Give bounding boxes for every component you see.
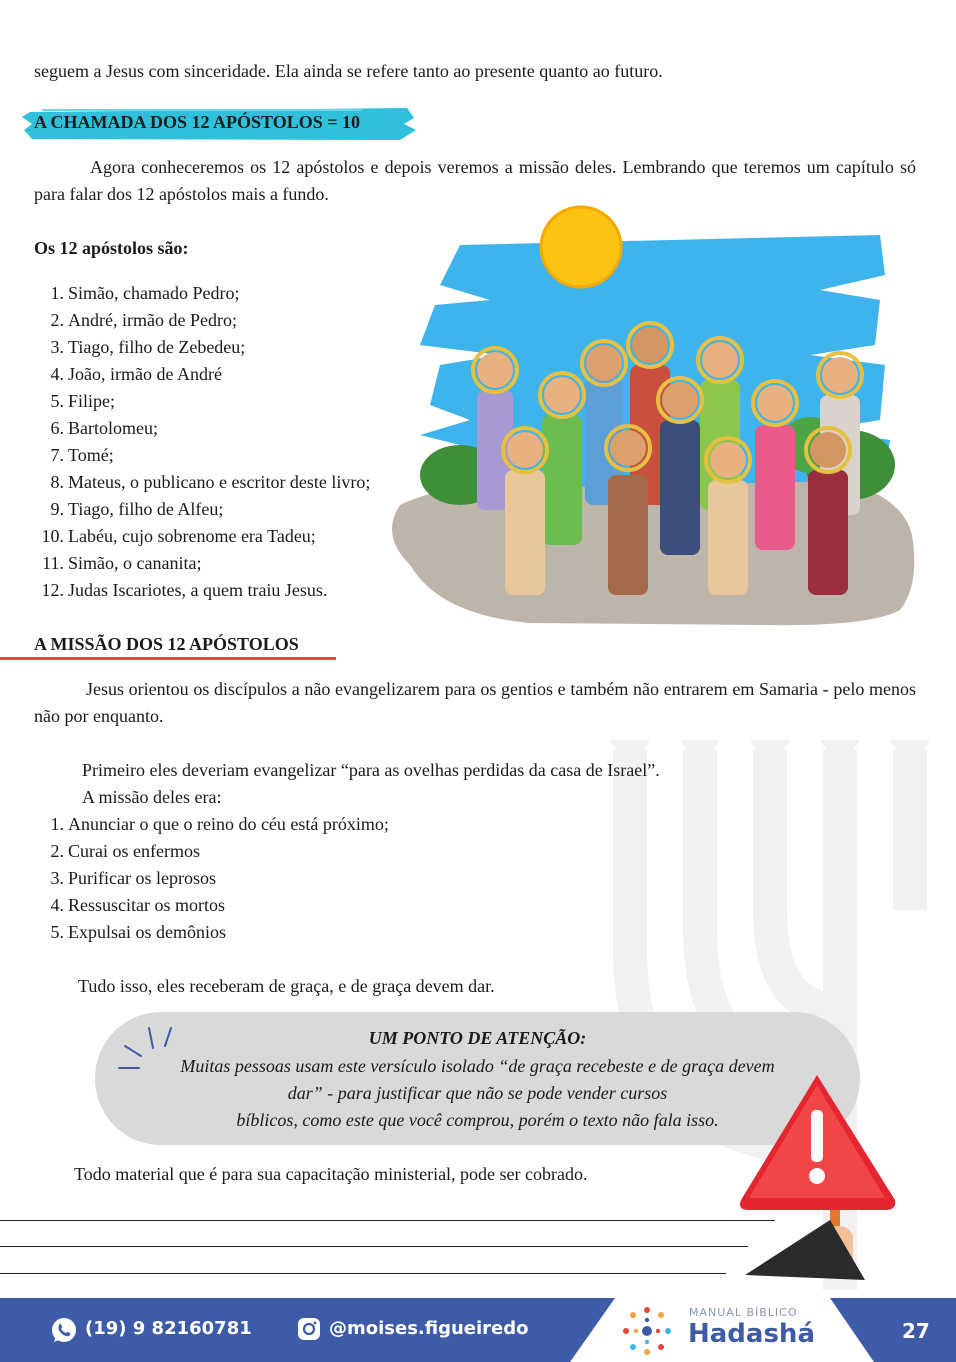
section2-closing: Tudo isso, eles receberam de graça, e de graça devem dar. [78,976,495,996]
warning-sign-icon [735,1070,900,1285]
footer-instagram: @moises.figueiredo [329,1318,529,1339]
note-line-3: bíblicos, como este que você comprou, porém o texto não fala isso. [236,1110,719,1130]
page-footer [0,1298,956,1362]
section2-paragraph2: Primeiro eles deveriam evangelizar “para as ovelhas perdidas da casa de Israel”. [82,760,660,780]
section-title-text: A CHAMADA DOS 12 APÓSTOLOS = 10 [34,112,360,132]
list-item: 5. Filipe; [50,391,116,411]
section1-paragraph: Agora conheceremos os 12 apóstolos e depois veremos a missão deles. Lembrando que teremos um capítulo só para falar dos 12 apóstolos mais a fundo. [34,157,916,204]
section2-paragraph1: Jesus orientou os discípulos a não evangelizarem para os gentios e também não entrarem em Samaria - pelo menos não por enquanto. [34,679,916,726]
list-item: 10. Labéu, cujo sobrenome era Tadeu; [41,526,316,546]
apostles-illustration [380,205,920,630]
footer-brand-name: Hadashá [688,1319,815,1349]
writing-line [0,1273,726,1274]
list-item: 1. Simão, chamado Pedro; [50,283,240,303]
writing-line [0,1246,748,1247]
note-title: UM PONTO DE ATENÇÃO: [368,1028,587,1048]
list-item: 3. Tiago, filho de Zebedeu; [50,337,246,357]
footer-brand-small: MANUAL BÍBLICO [689,1306,798,1319]
list-item: 4. João, irmão de André [50,364,222,384]
section-title-chamada [22,104,417,144]
missions-list [34,811,389,946]
list-item: 2. André, irmão de Pedro; [50,310,237,330]
apostles-list-heading: Os 12 apóstolos são: [34,238,189,258]
section-title-underline [0,657,336,660]
list-item: 9. Tiago, filho de Alfeu; [50,499,224,519]
apostles-list [34,280,370,604]
list-item: 6. Bartolomeu; [50,418,158,438]
list-item: 12. Judas Iscariotes, a quem traiu Jesus. [41,580,328,600]
list-item: 5. Expulsai os demônios [50,922,226,942]
note-line-1: Muitas pessoas usam este versículo isolado “de graça recebeste e de graça devem [180,1056,775,1076]
list-item: 8. Mateus, o publicano e escritor deste livro; [50,472,371,492]
mission-intro: A missão deles era: [82,787,222,807]
list-item: 3. Purificar os leprosos [50,868,216,888]
final-line: Todo material que é para sua capacitação ministerial, pode ser cobrado. [74,1164,588,1184]
section-title-missao: A MISSÃO DOS 12 APÓSTOLOS [34,634,299,654]
hadasha-logo-icon [618,1302,676,1360]
instagram-icon [297,1317,321,1341]
list-item: 2. Curai os enfermos [50,841,200,861]
list-item: 11. Simão, o cananita; [42,553,202,573]
note-line-2: dar” - para justificar que não se pode vender cursos [287,1083,668,1103]
page-number: 27 [902,1319,930,1343]
list-item: 4. Ressuscitar os mortos [50,895,225,915]
footer-phone: (19) 9 82160781 [85,1318,252,1339]
whatsapp-icon [51,1317,77,1343]
list-item: 1. Anunciar o que o reino do céu está próximo; [50,814,389,834]
list-item: 7. Tomé; [50,445,114,465]
intro-line: seguem a Jesus com sinceridade. Ela ainda se refere tanto ao presente quanto ao futuro. [34,61,663,81]
writing-line [0,1220,775,1221]
